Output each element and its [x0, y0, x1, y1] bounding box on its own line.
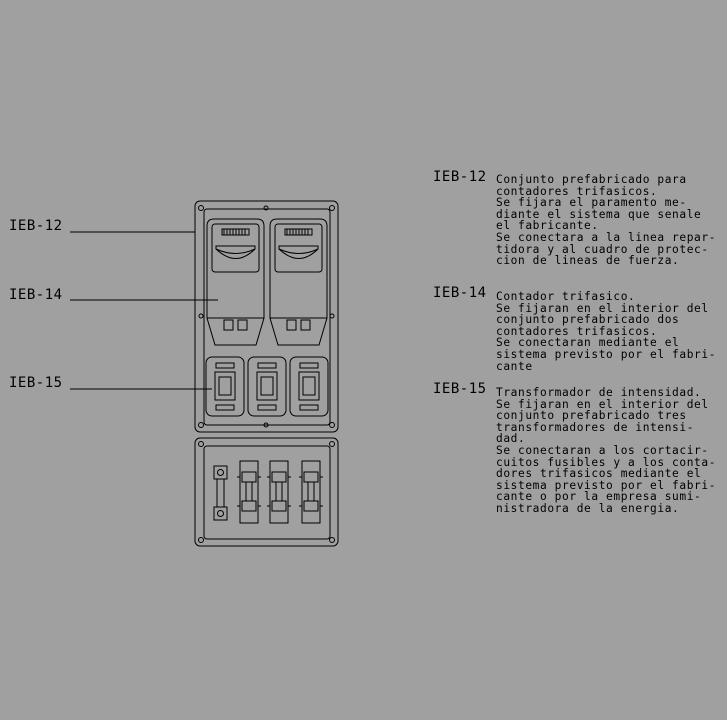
current-transformer-1: [206, 357, 244, 416]
neutral-link: [214, 466, 227, 520]
note-code-ieb-14: IEB-14: [433, 285, 487, 301]
label-ieb-14: IEB-14: [9, 287, 63, 303]
fuse-2: [267, 461, 291, 523]
note-line: Transformador de intensidad.: [496, 386, 702, 399]
note-line: diante el sistema que senale: [496, 207, 702, 221]
upper-cabinet: [195, 201, 338, 432]
note-line: contadores trifasicos.: [496, 184, 658, 198]
note-line: contadores trifasicos.: [496, 324, 658, 338]
meter-2: [270, 219, 327, 345]
note-line: dores trifasicos mediante el: [496, 467, 702, 481]
note-line: sistema previsto por el fabri-: [496, 478, 717, 492]
note-line: Se fijaran en el interior del: [496, 397, 709, 411]
note-line: cuitos fusibles y a los conta-: [496, 455, 717, 469]
note-line: conjunto prefabricado tres: [496, 409, 687, 423]
note-line: cante: [496, 359, 533, 373]
note-text-ieb-15: [496, 387, 716, 515]
fuse-1: [237, 461, 261, 523]
note-code-ieb-12: IEB-12: [433, 169, 487, 185]
note-line: conjunto prefabricado dos: [496, 313, 680, 327]
fuse-3: [299, 461, 323, 523]
note-line: Se conectara a la linea repar-: [496, 230, 717, 244]
note-line: cion de lineas de fuerza.: [496, 254, 680, 268]
note-line: Se conectaran a los cortacir-: [496, 443, 709, 457]
label-ieb-15: IEB-15: [9, 375, 63, 391]
note-line: cante o por la empresa sumi-: [496, 490, 702, 504]
lower-cabinet: [195, 438, 338, 546]
label-ieb-12: IEB-12: [9, 218, 63, 234]
current-transformer-3: [290, 357, 328, 416]
note-line: dad.: [496, 432, 526, 446]
note-line: Conjunto prefabricado para: [496, 173, 687, 186]
note-code-ieb-15: IEB-15: [433, 381, 487, 397]
note-line: Se fijaran en el interior del: [496, 301, 709, 315]
note-line: Se fijara el paramento me-: [496, 196, 687, 210]
note-line: Se conectaran mediante el: [496, 336, 680, 350]
note-line: sistema previsto por el fabri-: [496, 347, 717, 361]
note-text-ieb-12: [496, 174, 716, 267]
note-line: transformadores de intensi-: [496, 420, 695, 434]
note-line: nistradora de la energia.: [496, 501, 680, 515]
note-line: Contador trifasico.: [496, 290, 636, 303]
note-line: el fabricante.: [496, 219, 599, 233]
note-line: tidora y al cuadro de protec-: [496, 242, 709, 256]
current-transformer-2: [248, 357, 286, 416]
note-text-ieb-14: [496, 291, 716, 372]
meter-1: [207, 219, 264, 345]
